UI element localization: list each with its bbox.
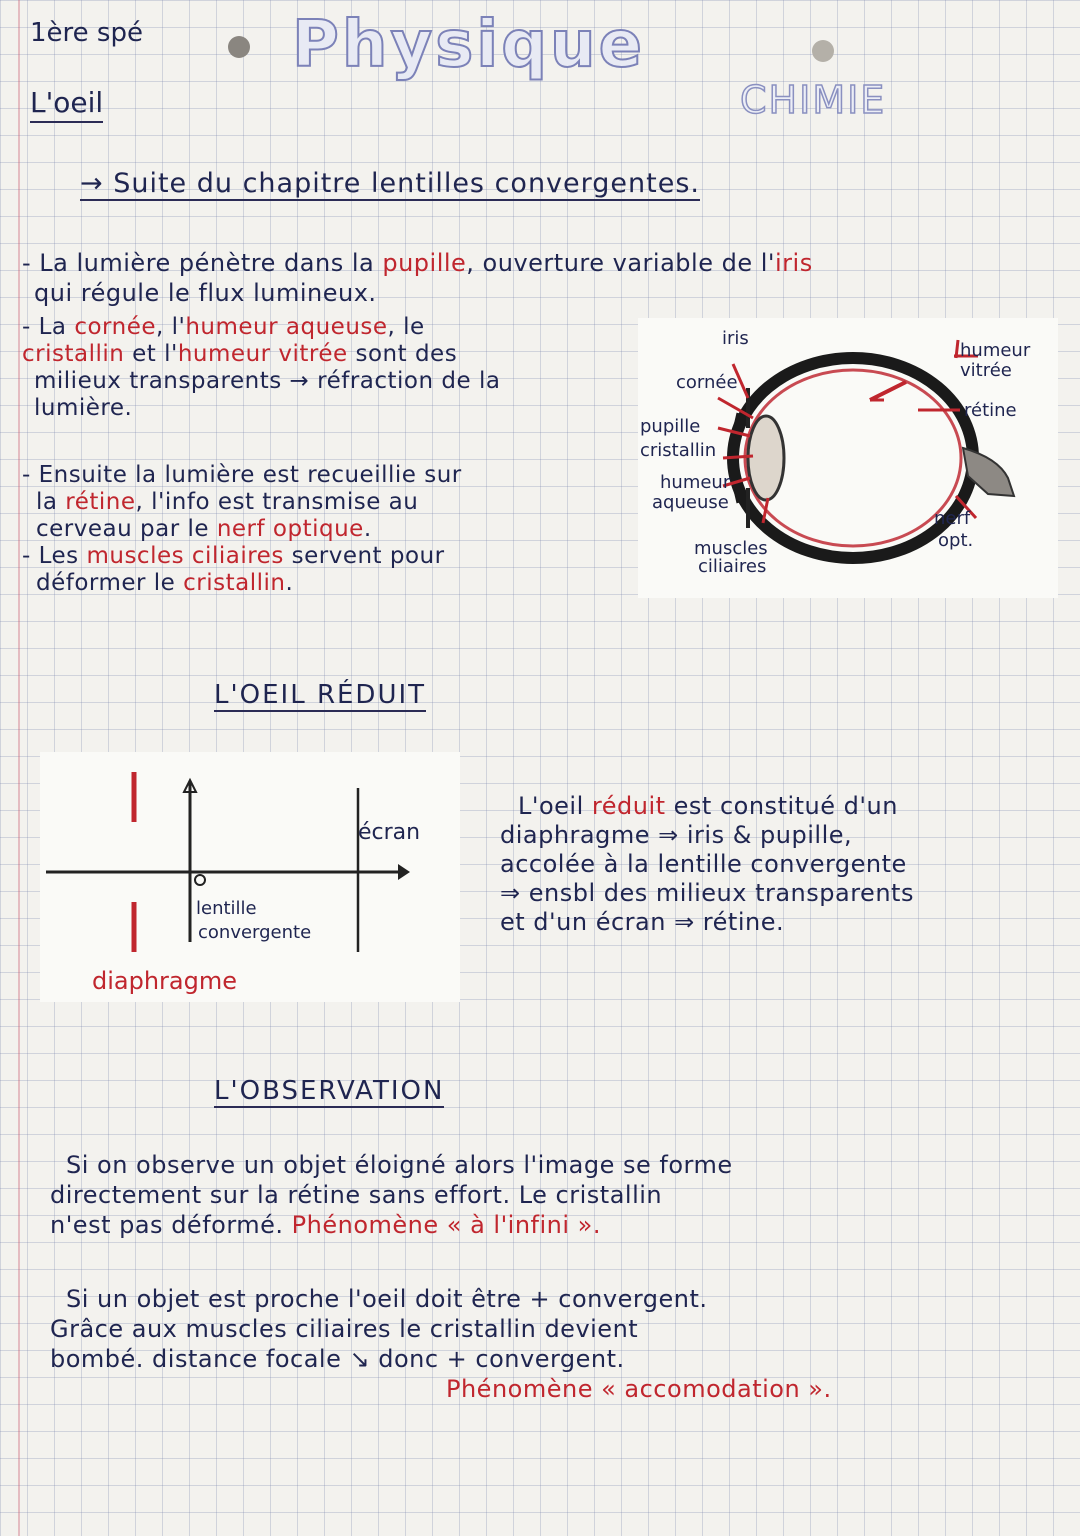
nerf-optique-term: nerf optique <box>216 516 364 542</box>
line: accolée à la lentille convergente <box>500 850 907 878</box>
text: - Les <box>22 543 87 569</box>
text: . <box>285 570 294 596</box>
text: n'est pas déformé. <box>50 1211 292 1239</box>
muscles-ciliaires-term: muscles ciliaires <box>86 543 284 569</box>
label-diaphragme: diaphragme <box>92 967 238 995</box>
reduced-eye-text <box>500 792 1060 937</box>
text: , l'info est transmise au <box>135 489 419 515</box>
label-humeur-aqueuse-2: aqueuse <box>652 492 729 513</box>
line <box>500 792 1060 821</box>
anatomy-paragraph-2 <box>22 314 622 422</box>
humeur-aqueuse-term: humeur aqueuse <box>185 314 388 340</box>
label-humeur-vitree-1: humeur <box>960 340 1031 361</box>
text: - La lumière pénètre dans la <box>22 249 383 277</box>
reduit-term: réduit <box>591 792 666 820</box>
cristallin-term: cristallin <box>183 570 286 596</box>
label-convergente: convergente <box>198 922 312 943</box>
label-muscles-2: ciliaires <box>698 556 767 577</box>
text: déformer le <box>36 570 184 596</box>
text: cerveau par le <box>36 516 217 542</box>
line: Si on observe un objet éloigné alors l'image se forme <box>66 1151 733 1179</box>
line: diaphragme ⇒ iris & pupille, <box>500 821 853 849</box>
section-heading-reduced-eye: L'OEIL RÉDUIT <box>214 680 427 710</box>
anatomy-paragraph-3 <box>22 462 632 597</box>
reduced-eye-drawing <box>40 752 460 1002</box>
text: L'oeil <box>518 792 592 820</box>
line: Si un objet est proche l'oeil doit être + convergent. <box>66 1285 708 1313</box>
label-nerf-2: opt. <box>938 530 974 551</box>
label-retine: rétine <box>964 400 1017 421</box>
phenomene-accomodation: Phénomène « accomodation ». <box>446 1375 832 1403</box>
margin-line <box>18 0 20 1536</box>
text: - La <box>22 314 75 340</box>
label-muscles-1: muscles <box>694 538 768 559</box>
line <box>22 516 632 543</box>
label-humeur-vitree-2: vitrée <box>960 360 1012 381</box>
cornee-term: cornée <box>74 314 156 340</box>
label-cornee: cornée <box>676 372 738 393</box>
humeur-vitree-term: humeur vitrée <box>177 341 348 367</box>
punch-hole-icon <box>812 40 834 62</box>
text: qui régule le flux lumineux. <box>34 279 377 307</box>
line <box>22 489 632 516</box>
label-lentille: lentille <box>196 898 257 919</box>
reduced-eye-diagram <box>40 752 460 1002</box>
line: - Ensuite la lumière est recueillie sur <box>22 462 462 488</box>
intro-text: → Suite du chapitre lentilles convergentes. <box>80 168 700 199</box>
label-humeur-aqueuse-1: humeur <box>660 472 731 493</box>
cristallin-term: cristallin <box>22 341 125 367</box>
text: , ouverture variable de l' <box>466 249 775 277</box>
line <box>22 570 632 597</box>
text: la <box>36 489 66 515</box>
chapter-title: L'oeil <box>30 86 103 123</box>
text: , l' <box>156 314 186 340</box>
text: sont des <box>347 341 458 367</box>
observation-paragraph-1 <box>50 1150 1060 1240</box>
text: . <box>363 516 372 542</box>
anatomy-line-1 <box>22 250 1042 277</box>
punch-hole-icon <box>228 36 250 58</box>
line: lumière. <box>34 395 133 421</box>
phenomene-infini: Phénomène « à l'infini ». <box>291 1211 601 1239</box>
line: et d'un écran ⇒ rétine. <box>500 908 785 936</box>
line: Grâce aux muscles ciliaires le cristallin devient <box>50 1315 639 1343</box>
label-iris: iris <box>722 328 749 349</box>
anatomy-line-2 <box>34 280 734 307</box>
text: , le <box>387 314 425 340</box>
text: servent pour <box>283 543 445 569</box>
label-ecran: écran <box>358 820 421 845</box>
line <box>22 341 622 368</box>
iris-term: iris <box>774 249 813 277</box>
line: ⇒ ensbl des milieux transparents <box>500 879 914 907</box>
pupille-term: pupille <box>382 249 467 277</box>
label-nerf-1: nerf <box>934 508 971 529</box>
intro-line <box>80 168 700 199</box>
line: directement sur la rétine sans effort. Le cristallin <box>50 1181 663 1209</box>
label-pupille: pupille <box>640 416 701 437</box>
line <box>22 314 622 341</box>
text: et l' <box>124 341 178 367</box>
observation-paragraph-2 <box>50 1284 1060 1404</box>
retine-term: rétine <box>65 489 136 515</box>
class-label: 1ère spé <box>30 18 143 48</box>
label-cristallin: cristallin <box>640 440 717 461</box>
line <box>50 1210 1060 1240</box>
line: bombé. distance focale ↘ donc + convergent. <box>50 1345 625 1373</box>
text: est constitué d'un <box>665 792 898 820</box>
line <box>22 543 632 570</box>
page-subtitle: CHIMIE <box>740 78 887 122</box>
page-title: Physique <box>292 8 645 82</box>
line: milieux transparents → réfraction de la <box>34 368 501 394</box>
section-heading-observation: L'OBSERVATION <box>214 1076 445 1106</box>
eye-diagram <box>638 318 1058 598</box>
